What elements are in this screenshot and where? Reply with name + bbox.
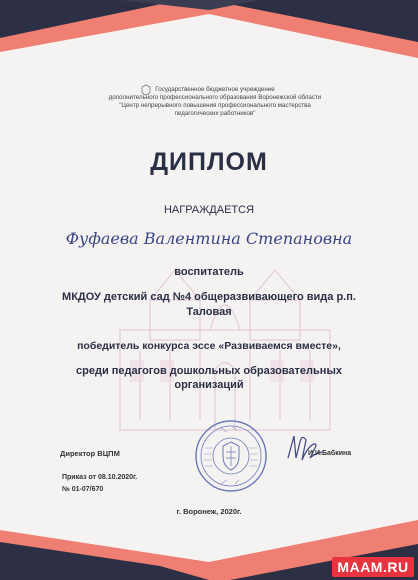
institution-line: Таловая (186, 306, 232, 318)
recipient-position: воспитатель (174, 266, 244, 278)
top-decoration (0, 0, 418, 90)
order-number: № 01-07/670 (62, 486, 104, 493)
institution (50, 290, 368, 320)
director-title: Директор ВЦПМ (60, 449, 120, 458)
awarded-label: НАГРАЖДАЕТСЯ (163, 204, 255, 216)
institution-line: МКДОУ детский сад №4 общеразвивающего вида р.п. (62, 291, 356, 303)
among-line: среди педагогов дошкольных образовательных (76, 365, 342, 377)
organization-header (60, 86, 370, 118)
among-text (60, 364, 358, 392)
signature-icon (284, 428, 328, 468)
maam-badge[interactable]: MAAM.RU (332, 557, 414, 577)
recipient-name: Фуфаева Валентина Степановна (65, 229, 353, 248)
organization-line: "Центр непрерывного повышения профессионального мастерства (119, 102, 311, 109)
place-date: г. Воронеж, 2020г. (176, 507, 242, 516)
order-date: Приказ от 08.10.2020г. (62, 474, 138, 481)
among-line: организаций (174, 379, 244, 391)
diploma-title: ДИПЛОМ (150, 148, 268, 176)
organization-line: педагогических работников" (174, 110, 256, 117)
signer-name: И.И.Бабкина (308, 450, 352, 457)
organization-line: дополнительного профессионального образования Воронежской области (108, 94, 322, 101)
official-seal-icon (193, 418, 269, 494)
achievement-text: победитель конкурса эссе «Развиваемся вместе», (77, 340, 341, 352)
organization-line: Государственное бюджетное учреждение (155, 86, 275, 93)
